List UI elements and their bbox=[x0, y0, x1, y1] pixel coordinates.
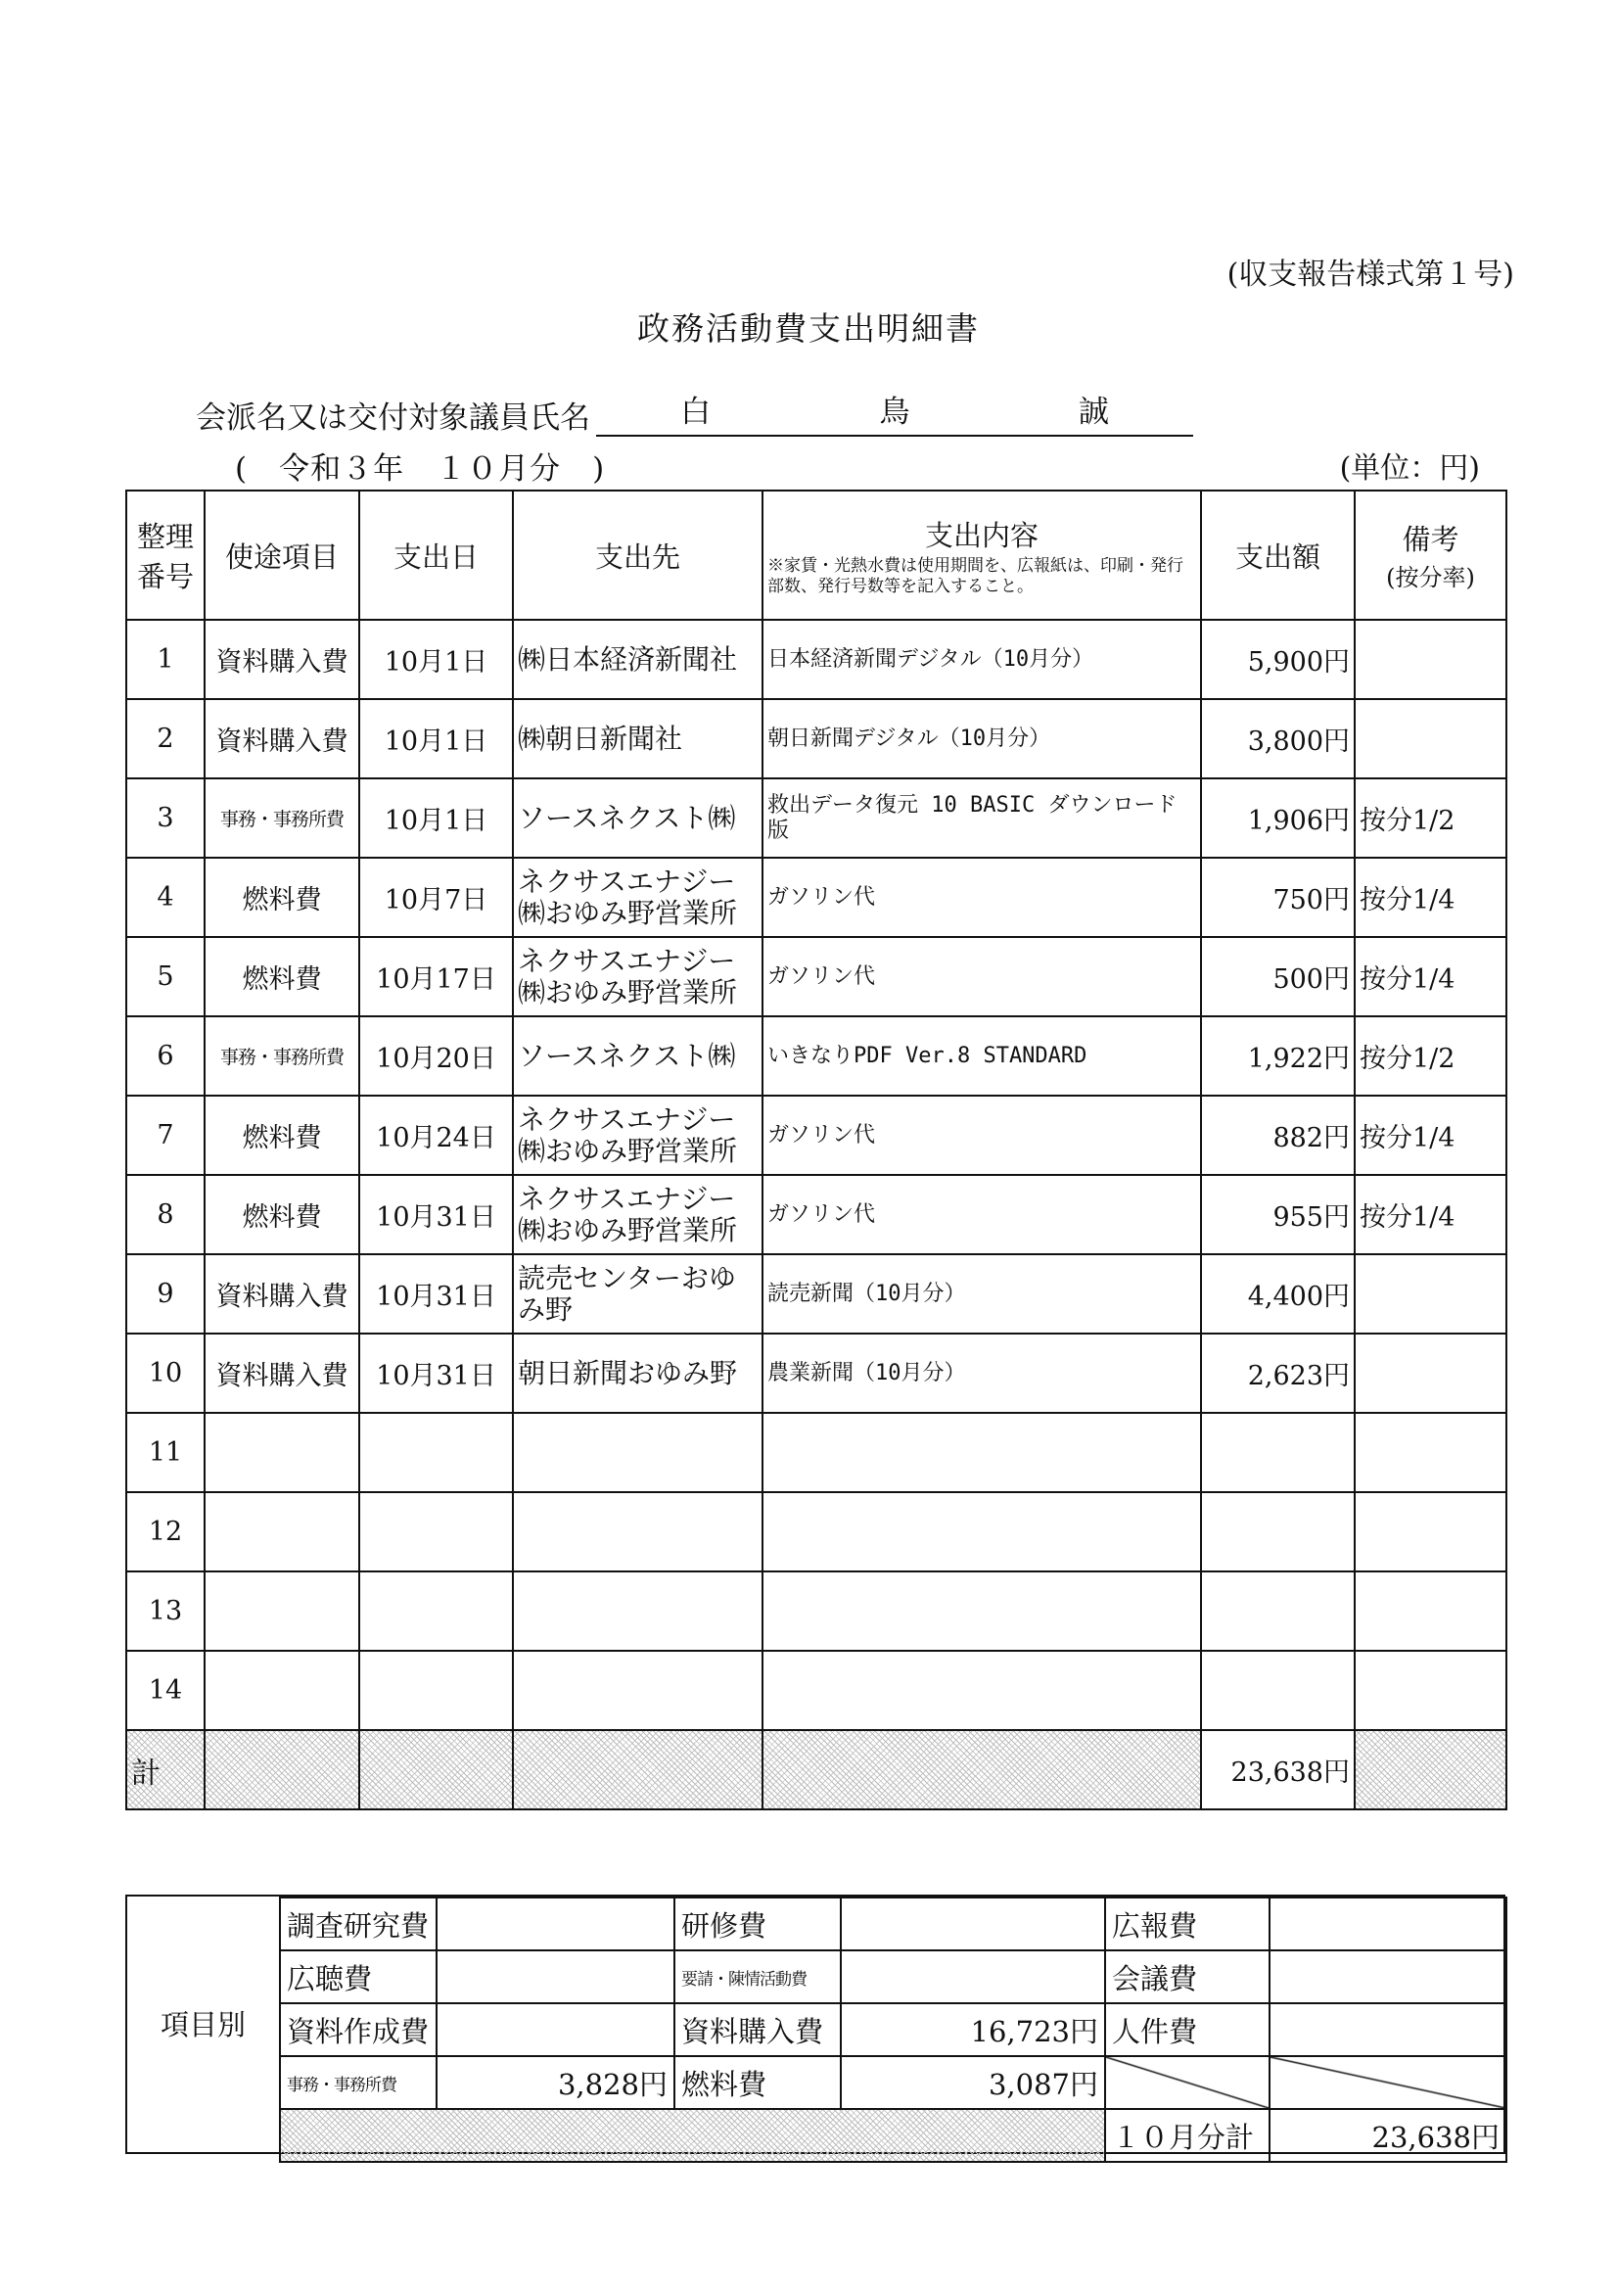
category-value bbox=[437, 1950, 674, 2003]
table-row bbox=[126, 699, 1506, 778]
category-value bbox=[437, 2003, 674, 2056]
row-remarks bbox=[1355, 699, 1506, 778]
row-purpose: 事務・事務所費 bbox=[205, 778, 359, 858]
category-value bbox=[1270, 1898, 1506, 1950]
form-number: (収支報告様式第１号) bbox=[1226, 258, 1514, 292]
row-number: 2 bbox=[126, 699, 205, 778]
row-date: 10月31日 bbox=[359, 1175, 513, 1254]
row-purpose: 事務・事務所費 bbox=[205, 1016, 359, 1096]
row-date: 10月1日 bbox=[359, 699, 513, 778]
category-value: 16,723円 bbox=[841, 2003, 1105, 2056]
row-date: 10月31日 bbox=[359, 1254, 513, 1334]
category-value bbox=[437, 1898, 674, 1950]
row-date: 10月1日 bbox=[359, 620, 513, 699]
row-amount: 750円 bbox=[1201, 858, 1355, 937]
name-row bbox=[196, 387, 1193, 437]
row-amount: 1,906円 bbox=[1201, 778, 1355, 858]
header-content bbox=[762, 491, 1201, 620]
row-number: 3 bbox=[126, 778, 205, 858]
table-row bbox=[126, 1016, 1506, 1096]
row-date bbox=[359, 1413, 513, 1492]
row-amount bbox=[1201, 1571, 1355, 1651]
row-number: 13 bbox=[126, 1571, 205, 1651]
hatched-cell bbox=[513, 1730, 762, 1809]
row-amount: 882円 bbox=[1201, 1096, 1355, 1175]
row-content: 日本経済新聞デジタル（10月分） bbox=[762, 620, 1201, 699]
row-purpose: 燃料費 bbox=[205, 1096, 359, 1175]
row-remarks: 按分1/4 bbox=[1355, 1096, 1506, 1175]
header-purpose: 使途項目 bbox=[205, 491, 359, 620]
category-name: 資料購入費 bbox=[674, 2003, 841, 2056]
row-purpose: 資料購入費 bbox=[205, 1334, 359, 1413]
row-date bbox=[359, 1492, 513, 1571]
row-date: 10月31日 bbox=[359, 1334, 513, 1413]
hatched-cell bbox=[280, 2109, 1105, 2162]
category-value: 3,828円 bbox=[437, 2056, 674, 2109]
header-amount: 支出額 bbox=[1201, 491, 1355, 620]
row-remarks bbox=[1355, 1571, 1506, 1651]
row-content: 読売新聞（10月分） bbox=[762, 1254, 1201, 1334]
row-content: 朝日新聞デジタル（10月分） bbox=[762, 699, 1201, 778]
row-remarks bbox=[1355, 1413, 1506, 1492]
row-amount bbox=[1201, 1492, 1355, 1571]
row-amount: 2,623円 bbox=[1201, 1334, 1355, 1413]
hatched-cell bbox=[359, 1730, 513, 1809]
row-amount: 955円 bbox=[1201, 1175, 1355, 1254]
row-number: 4 bbox=[126, 858, 205, 937]
row-remarks: 按分1/2 bbox=[1355, 778, 1506, 858]
row-purpose: 資料購入費 bbox=[205, 699, 359, 778]
row-content: 救出データ復元 10 BASIC ダウンロード版 bbox=[762, 778, 1201, 858]
row-payee: ㈱日本経済新聞社 bbox=[513, 620, 762, 699]
category-row bbox=[280, 2003, 1506, 2056]
category-name: 会議費 bbox=[1105, 1950, 1270, 2003]
header-content-label: 支出内容 bbox=[924, 518, 1039, 552]
name-char: 誠 bbox=[1078, 395, 1109, 430]
row-date: 10月17日 bbox=[359, 937, 513, 1016]
category-value bbox=[841, 1898, 1105, 1950]
header-number: 整理 番号 bbox=[126, 491, 205, 620]
row-amount: 3,800円 bbox=[1201, 699, 1355, 778]
category-row bbox=[280, 1898, 1506, 1950]
table-row bbox=[126, 858, 1506, 937]
row-content: 農業新聞（10月分） bbox=[762, 1334, 1201, 1413]
row-payee: ネクサスエナジー㈱おゆみ野営業所 bbox=[513, 1175, 762, 1254]
hatched-cell bbox=[205, 1730, 359, 1809]
row-amount: 500円 bbox=[1201, 937, 1355, 1016]
document-title: 政務活動費支出明細書 bbox=[637, 309, 980, 348]
total-row bbox=[126, 1730, 1506, 1809]
row-number: 12 bbox=[126, 1492, 205, 1571]
category-name: 要請・陳情活動費 bbox=[674, 1950, 841, 2003]
row-content: ガソリン代 bbox=[762, 1096, 1201, 1175]
row-amount bbox=[1201, 1651, 1355, 1730]
row-payee: ソースネクスト㈱ bbox=[513, 1016, 762, 1096]
row-amount bbox=[1201, 1413, 1355, 1492]
row-number: 1 bbox=[126, 620, 205, 699]
row-amount: 4,400円 bbox=[1201, 1254, 1355, 1334]
category-value: 3,087円 bbox=[841, 2056, 1105, 2109]
row-content bbox=[762, 1571, 1201, 1651]
expense-table bbox=[125, 490, 1507, 1810]
name-char: 白 bbox=[680, 395, 712, 430]
category-name: 人件費 bbox=[1105, 2003, 1270, 2056]
row-amount: 5,900円 bbox=[1201, 620, 1355, 699]
category-row bbox=[280, 1950, 1506, 2003]
row-remarks bbox=[1355, 1651, 1506, 1730]
row-payee bbox=[513, 1651, 762, 1730]
table-row bbox=[126, 778, 1506, 858]
row-content bbox=[762, 1413, 1201, 1492]
header-remarks: 備考 (按分率) bbox=[1355, 491, 1506, 620]
month-total-row bbox=[280, 2109, 1506, 2162]
row-number: 6 bbox=[126, 1016, 205, 1096]
row-number: 9 bbox=[126, 1254, 205, 1334]
row-payee: 読売センターおゆみ野 bbox=[513, 1254, 762, 1334]
category-value bbox=[841, 1950, 1105, 2003]
row-purpose: 燃料費 bbox=[205, 937, 359, 1016]
row-purpose: 資料購入費 bbox=[205, 1254, 359, 1334]
total-amount: 23,638円 bbox=[1201, 1730, 1355, 1809]
row-remarks bbox=[1355, 1334, 1506, 1413]
row-payee: ㈱朝日新聞社 bbox=[513, 699, 762, 778]
header-date: 支出日 bbox=[359, 491, 513, 620]
row-purpose bbox=[205, 1571, 359, 1651]
table-row bbox=[126, 937, 1506, 1016]
category-label: 項目別 bbox=[160, 2007, 246, 2041]
blank-slash-cell bbox=[1105, 2056, 1270, 2109]
row-amount: 1,922円 bbox=[1201, 1016, 1355, 1096]
row-payee: ネクサスエナジー㈱おゆみ野営業所 bbox=[513, 1096, 762, 1175]
row-purpose: 燃料費 bbox=[205, 858, 359, 937]
row-date: 10月24日 bbox=[359, 1096, 513, 1175]
category-value bbox=[1270, 2003, 1506, 2056]
category-name: 調査研究費 bbox=[280, 1898, 437, 1950]
unit-label: (単位：円) bbox=[1339, 451, 1480, 486]
table-body bbox=[126, 620, 1506, 1730]
table-row bbox=[126, 1492, 1506, 1571]
row-date: 10月20日 bbox=[359, 1016, 513, 1096]
category-name: 事務・事務所費 bbox=[280, 2056, 437, 2109]
category-value bbox=[1270, 1950, 1506, 2003]
row-date: 10月1日 bbox=[359, 778, 513, 858]
table-header-row bbox=[126, 491, 1506, 620]
row-content: ガソリン代 bbox=[762, 937, 1201, 1016]
row-payee bbox=[513, 1571, 762, 1651]
month-total-value: 23,638円 bbox=[1270, 2109, 1506, 2162]
category-name: 広報費 bbox=[1105, 1898, 1270, 1950]
name-char: 鳥 bbox=[879, 395, 910, 430]
row-content: ガソリン代 bbox=[762, 858, 1201, 937]
row-number: 7 bbox=[126, 1096, 205, 1175]
row-number: 5 bbox=[126, 937, 205, 1016]
row-remarks: 按分1/4 bbox=[1355, 1175, 1506, 1254]
row-payee: ネクサスエナジー㈱おゆみ野営業所 bbox=[513, 937, 762, 1016]
row-date bbox=[359, 1651, 513, 1730]
table-row bbox=[126, 1175, 1506, 1254]
row-payee: ネクサスエナジー㈱おゆみ野営業所 bbox=[513, 858, 762, 937]
row-purpose: 燃料費 bbox=[205, 1175, 359, 1254]
header-content-note: ※家賃・光熱水費は使用期間を、広報紙は、印刷・発行部数、発行号数等を記入すること。 bbox=[767, 555, 1183, 596]
row-number: 8 bbox=[126, 1175, 205, 1254]
blank-slash-cell bbox=[1270, 2056, 1506, 2109]
hatched-cell bbox=[762, 1730, 1201, 1809]
row-remarks: 按分1/4 bbox=[1355, 858, 1506, 937]
row-payee: ソースネクスト㈱ bbox=[513, 778, 762, 858]
row-purpose bbox=[205, 1651, 359, 1730]
month-total-label: １０月分計 bbox=[1105, 2109, 1270, 2162]
header-payee: 支出先 bbox=[513, 491, 762, 620]
row-date: 10月7日 bbox=[359, 858, 513, 937]
row-content: ガソリン代 bbox=[762, 1175, 1201, 1254]
row-purpose: 資料購入費 bbox=[205, 620, 359, 699]
row-content bbox=[762, 1651, 1201, 1730]
total-label: 計 bbox=[126, 1730, 205, 1809]
table-row bbox=[126, 1651, 1506, 1730]
category-row bbox=[280, 2056, 1506, 2109]
row-remarks: 按分1/2 bbox=[1355, 1016, 1506, 1096]
hatched-cell bbox=[1355, 1730, 1506, 1809]
row-date bbox=[359, 1571, 513, 1651]
table-row bbox=[126, 1334, 1506, 1413]
row-content bbox=[762, 1492, 1201, 1571]
table-row bbox=[126, 620, 1506, 699]
row-number: 10 bbox=[126, 1334, 205, 1413]
table-row bbox=[126, 1254, 1506, 1334]
name-value bbox=[596, 387, 1193, 437]
row-payee bbox=[513, 1413, 762, 1492]
period: ( 令和３年 １０月分 ) bbox=[235, 451, 606, 487]
category-table bbox=[279, 1897, 1507, 2163]
row-purpose bbox=[205, 1492, 359, 1571]
row-remarks bbox=[1355, 620, 1506, 699]
table-row bbox=[126, 1413, 1506, 1492]
row-remarks: 按分1/4 bbox=[1355, 937, 1506, 1016]
row-purpose bbox=[205, 1413, 359, 1492]
row-payee bbox=[513, 1492, 762, 1571]
category-name: 燃料費 bbox=[674, 2056, 841, 2109]
row-remarks bbox=[1355, 1492, 1506, 1571]
table-row bbox=[126, 1096, 1506, 1175]
row-payee: 朝日新聞おゆみ野 bbox=[513, 1334, 762, 1413]
row-number: 14 bbox=[126, 1651, 205, 1730]
row-number: 11 bbox=[126, 1413, 205, 1492]
category-name: 資料作成費 bbox=[280, 2003, 437, 2056]
row-content: いきなりPDF Ver.8 STANDARD bbox=[762, 1016, 1201, 1096]
name-label: 会派名又は交付対象議員氏名 bbox=[196, 400, 590, 436]
row-remarks bbox=[1355, 1254, 1506, 1334]
category-name: 研修費 bbox=[674, 1898, 841, 1950]
category-name: 広聴費 bbox=[280, 1950, 437, 2003]
table-row bbox=[126, 1571, 1506, 1651]
